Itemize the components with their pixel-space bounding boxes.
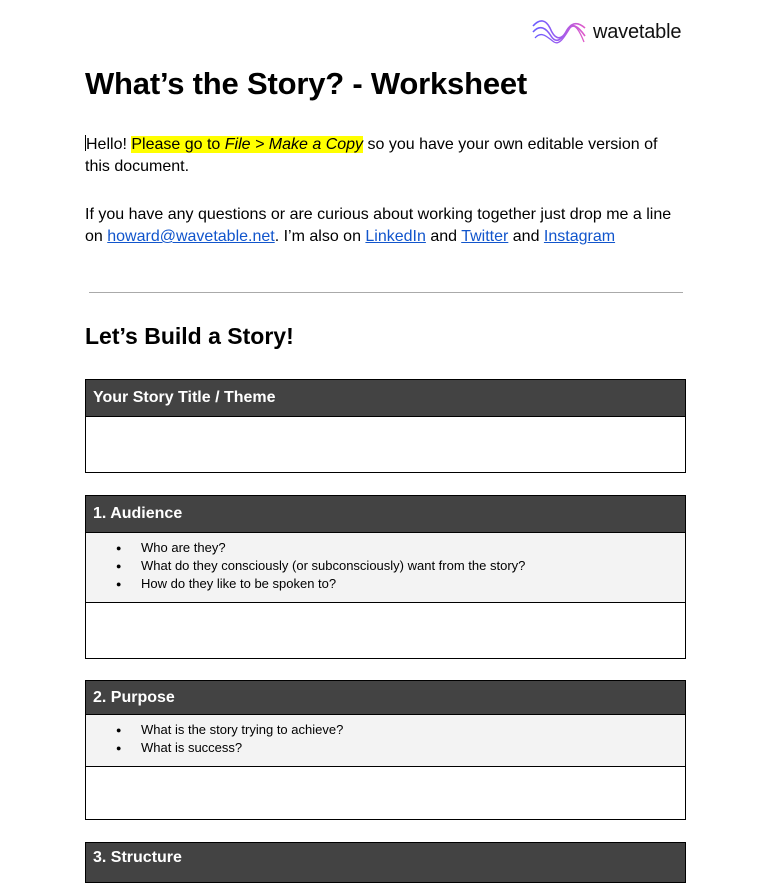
copy-instruction-highlight (131, 136, 363, 153)
wave-logo-icon (530, 16, 588, 48)
contact-text: If you have any questions or are curious about working together just drop me a line on (85, 206, 672, 245)
table-header: 2. Purpose (86, 681, 685, 715)
instagram-link[interactable]: Instagram (543, 228, 616, 245)
intro-suffix: so you have your own editable version of this document. (85, 136, 658, 175)
story-title-answer-cell[interactable] (86, 417, 685, 472)
audience-table (85, 495, 686, 659)
purpose-table (85, 680, 686, 820)
table-header: Your Story Title / Theme (86, 380, 685, 417)
highlight-prefix: Please go to (131, 136, 225, 153)
list-item: ● How do they like to be spoken to? (86, 575, 685, 593)
twitter-link[interactable]: Twitter (461, 228, 509, 245)
intro-greeting: Hello! (86, 136, 132, 153)
brand-name: wavetable (593, 20, 682, 43)
prompt-list (86, 721, 685, 757)
audience-answer-cell[interactable] (86, 603, 685, 658)
and-text: and (425, 228, 462, 245)
and-text: and (508, 228, 544, 245)
table-header: 3. Structure (86, 843, 685, 883)
prompt-cell (86, 715, 685, 767)
horizontal-divider (89, 292, 683, 293)
document-title: What’s the Story? - Worksheet (85, 66, 528, 101)
linkedin-link[interactable]: LinkedIn (365, 228, 426, 245)
intro-paragraph (85, 134, 685, 178)
list-item: ● Who are they? (86, 539, 685, 557)
list-item: ● What is success? (86, 739, 685, 757)
email-link[interactable]: howard@wavetable.net (107, 228, 275, 245)
prompt-cell (86, 533, 685, 603)
table-header: 1. Audience (86, 496, 685, 533)
contact-text-middle: . I’m also on (274, 228, 366, 245)
structure-table (85, 842, 686, 883)
contact-paragraph (85, 204, 685, 248)
list-item: ● What is the story trying to achieve? (86, 721, 685, 739)
brand-logo (530, 16, 681, 48)
section-heading: Let’s Build a Story! (85, 323, 294, 349)
story-title-table (85, 379, 686, 473)
purpose-answer-cell[interactable] (86, 767, 685, 819)
list-item: ● What do they consciously (or subconsciously) want from the story? (86, 557, 685, 575)
menu-path: File > Make a Copy (224, 136, 364, 153)
prompt-list (86, 539, 685, 593)
